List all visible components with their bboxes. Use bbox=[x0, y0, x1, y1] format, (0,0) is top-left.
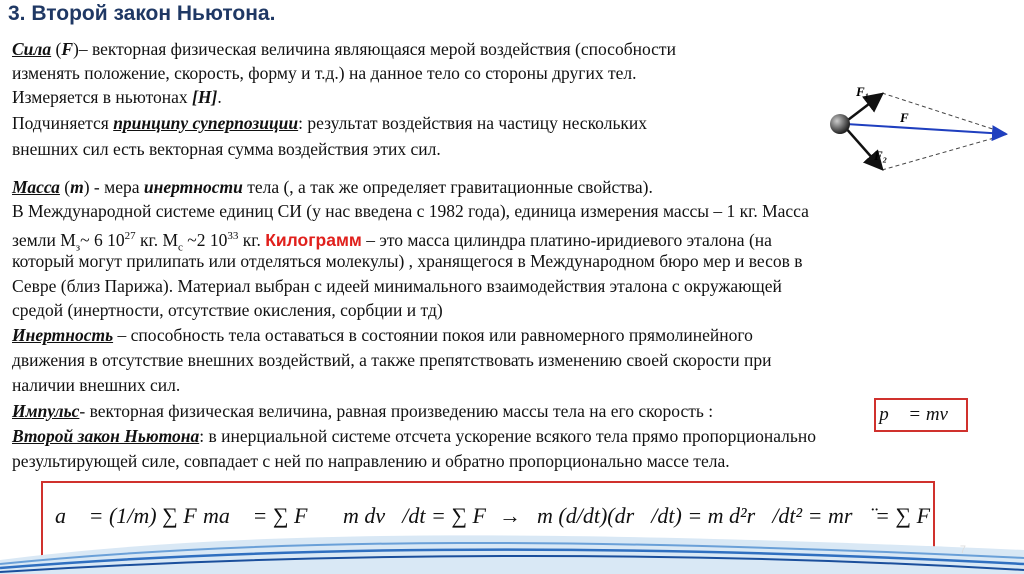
parallelogram-edge-bottom bbox=[882, 134, 1008, 170]
sila-paren: ( bbox=[51, 39, 62, 59]
sila-definition: )– векторная физическая величина являющаяся мерой воздействия (способности bbox=[73, 39, 676, 59]
sila-unit: [Н] bbox=[192, 87, 218, 107]
sun-exp: 33 bbox=[227, 230, 239, 242]
sila-line-4 bbox=[12, 112, 647, 134]
formula-dv-dt: m dv⃗/dt = ∑ F⃗ bbox=[343, 503, 504, 528]
footer-wave-decoration bbox=[0, 520, 1024, 574]
sun-mass-label: кг. М bbox=[135, 229, 179, 250]
law-term: Второй закон Ньютона bbox=[12, 426, 200, 446]
kilogram-def: – это масса цилиндра платино-иридиевого эталона (на bbox=[361, 229, 772, 250]
sila-line-3 bbox=[12, 86, 222, 108]
formula-acceleration: a⃗ = (1/m) ∑ F⃗ bbox=[55, 503, 214, 528]
f2-label: F₂ bbox=[874, 148, 888, 163]
inertia-line-1 bbox=[12, 324, 753, 346]
earth-mass-value: ~ 6 10 bbox=[80, 229, 125, 250]
impulse-term: Импульс bbox=[12, 401, 80, 421]
impulse-def: - векторная физическая величина, равная произведению массы тела на его скорость : bbox=[79, 401, 714, 421]
massa-line-1 bbox=[12, 176, 653, 198]
inertia-line-2: движения в отсутствие внешних воздействий, а также препятствовать изменению своей скорости при bbox=[12, 350, 772, 370]
earth-exp: 27 bbox=[124, 230, 136, 242]
formula-ma: ma⃗ = ∑ F⃗ bbox=[203, 503, 325, 528]
sila-term: Сила bbox=[12, 39, 52, 59]
force-vector-diagram bbox=[820, 78, 1020, 184]
particle bbox=[830, 114, 850, 134]
inertia-line-3: наличии внешних сил. bbox=[12, 375, 181, 395]
kilogram-term: Килограмм bbox=[265, 229, 362, 250]
impulse-line bbox=[12, 400, 713, 422]
page-title: 3. Второй закон Ньютона. bbox=[8, 2, 276, 25]
inertness-term: инертности bbox=[143, 177, 243, 197]
massa-symbol: m bbox=[70, 177, 84, 197]
sila-principle-suffix: : результат воздействия на частицу нескольких bbox=[298, 113, 648, 133]
sila-line-5: внешних сил есть векторная сумма воздействия этих сил. bbox=[12, 139, 441, 159]
law-def: : в инерциальной системе отсчета ускорение всякого тела прямо пропорционально bbox=[199, 426, 816, 446]
page-number: 7 bbox=[959, 544, 966, 556]
massa-line-5: Севре (близ Парижа). Материал выбран с идеей минимального взаимодействия эталона с окружающей bbox=[12, 276, 782, 296]
massa-term: Масса bbox=[12, 177, 60, 197]
sila-line-2: изменять положение, скорость, форму и т.д.) на данное тело со стороны других тел. bbox=[12, 63, 637, 83]
sila-line-1 bbox=[12, 38, 676, 60]
inertia-def: – способность тела оставаться в состоянии покоя или равномерного прямолинейного bbox=[113, 325, 753, 345]
massa-line-2: В Международной системе единиц СИ (у нас введена с 1982 года), единица измерения массы – 1 кг. Масса bbox=[12, 201, 809, 221]
formula-second-derivative: m (d/dt)(dr⃗/dt) = m d²r⃗/dt² = mr⃗̈ = ∑ F⃗ bbox=[537, 503, 948, 528]
sila-principle-prefix: Подчиняется bbox=[12, 113, 114, 133]
massa-line-4: который могут прилипать или отделяться молекулы) , хранящегося в Международном бюро мер и весов в bbox=[12, 251, 803, 271]
earth-mass-label: земли М bbox=[12, 229, 76, 250]
sila-symbol: F bbox=[61, 39, 74, 59]
massa-line-6: средой (инертности, отсутствие окисления, сорбции и тд) bbox=[12, 300, 443, 320]
impulse-formula-box bbox=[874, 398, 968, 432]
sun-mass-value: ~2 10 bbox=[182, 229, 228, 250]
massa-def-b: тела (, а так же определяет гравитационные свойства). bbox=[242, 177, 653, 197]
sun-sub: с bbox=[178, 241, 183, 254]
impulse-formula: p⃗ = mv⃗ bbox=[879, 404, 963, 425]
law-line-1 bbox=[12, 425, 816, 447]
kg-unit: кг. bbox=[238, 229, 266, 250]
superposition-term: принципу суперпозиции bbox=[113, 113, 299, 133]
formula-arrow: → bbox=[499, 503, 521, 528]
f-label: F bbox=[900, 110, 909, 125]
law-line-2: результирующей силе, совпадает с ней по направлению и обратно пропорционально массе тела. bbox=[12, 451, 730, 471]
sila-unit-prefix: Измеряется в ньютонах bbox=[12, 87, 193, 107]
earth-sub: з bbox=[75, 241, 81, 254]
sila-unit-suffix: . bbox=[217, 87, 222, 107]
f1-label: F₁ bbox=[856, 84, 870, 99]
massa-paren: ( bbox=[59, 177, 71, 197]
inertia-term: Инертность bbox=[12, 325, 114, 345]
massa-def-a: ) - мера bbox=[83, 177, 144, 197]
